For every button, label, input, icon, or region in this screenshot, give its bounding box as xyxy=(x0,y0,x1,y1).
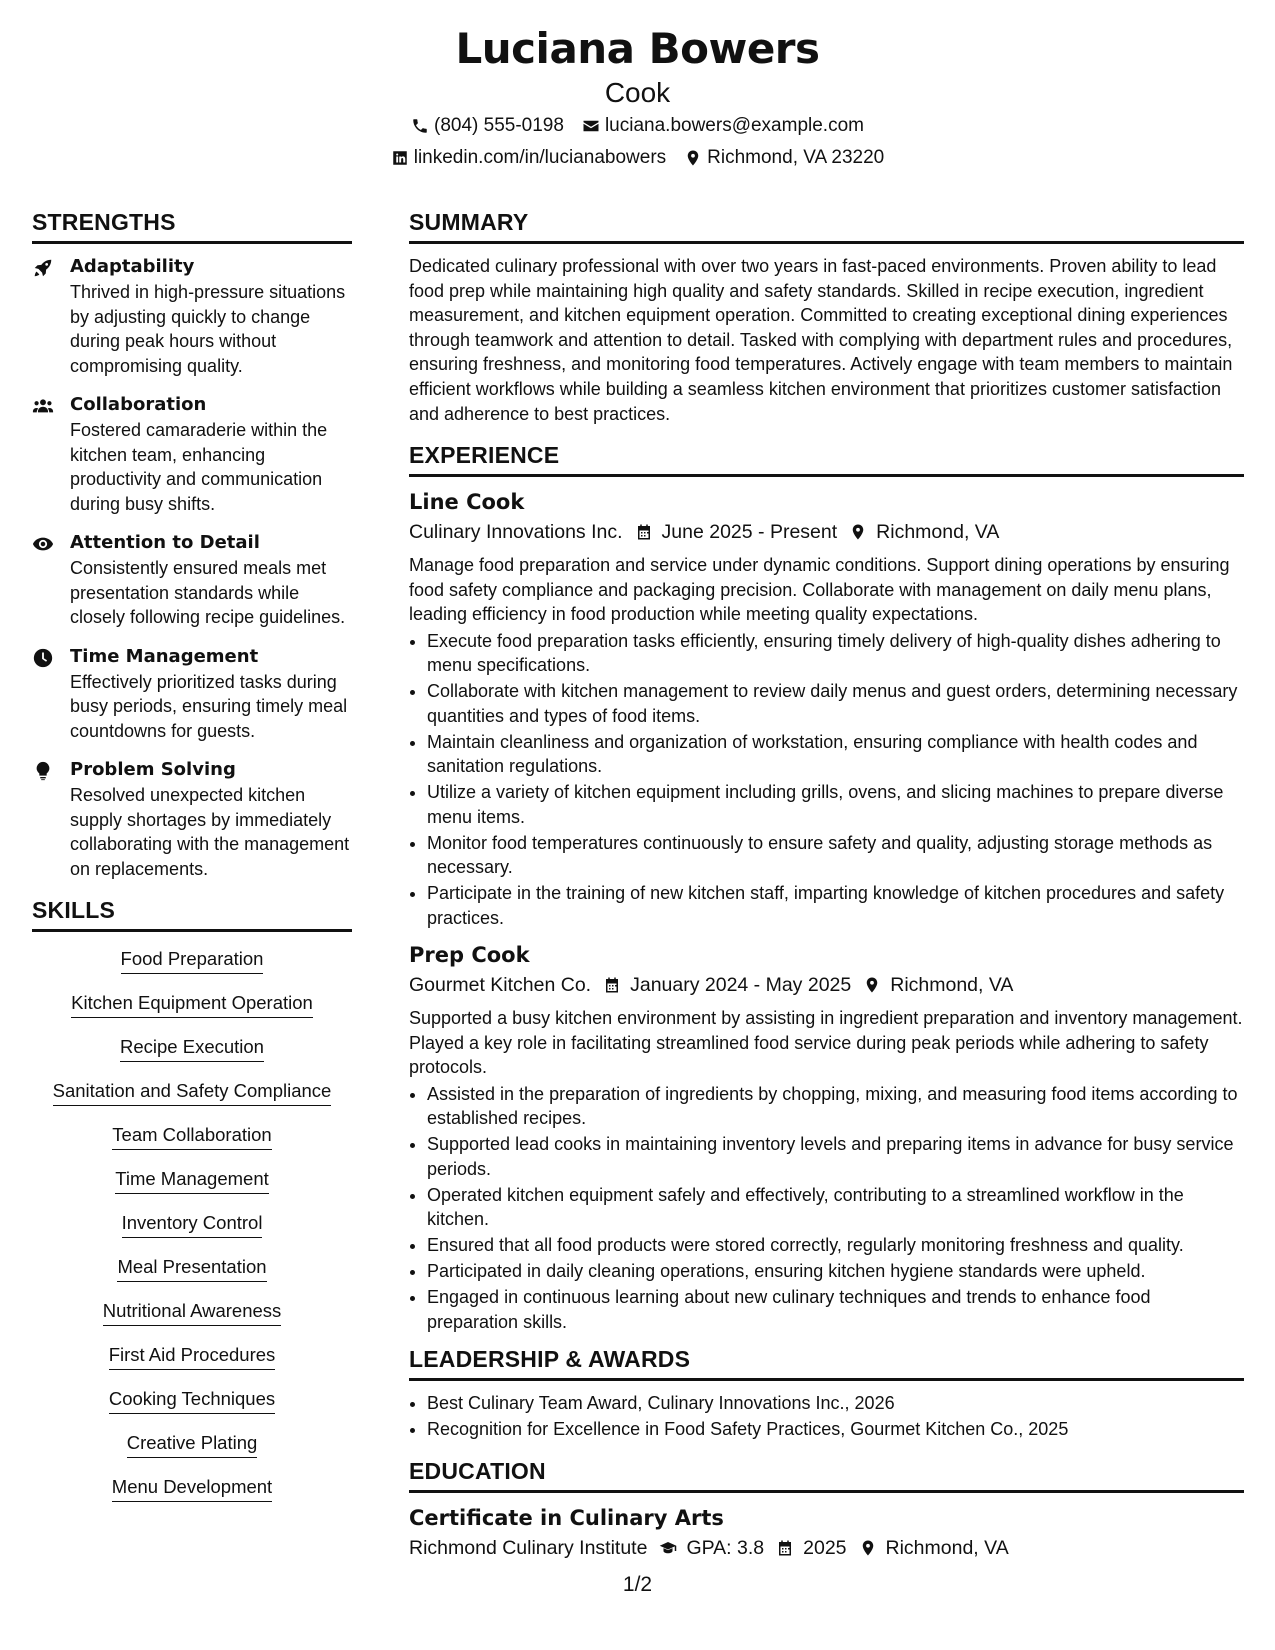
strength-desc: Fostered camaraderie within the kitchen team, enhancing productivity and communication during busy shifts. xyxy=(70,420,328,514)
strength-desc: Thrived in high-pressure situations by adjusting quickly to change during peak hours without compromising quality. xyxy=(70,282,346,376)
awards-section xyxy=(409,1344,1244,1442)
job-entry xyxy=(409,487,1244,930)
linkedin-text[interactable]: linkedin.com/in/lucianabowers xyxy=(413,147,667,168)
job-location-text: Richmond, VA xyxy=(876,521,1000,544)
clock-icon xyxy=(32,647,54,669)
skill-tag: Kitchen Equipment Operation xyxy=(71,990,313,1018)
bullet-item: • Participated in daily cleaning operations, ensuring kitchen hygiene standards were upheld. xyxy=(427,1259,1244,1284)
candidate-name: Luciana Bowers xyxy=(455,24,820,73)
job-location-text: Richmond, VA xyxy=(890,974,1014,997)
job-bullets xyxy=(409,629,1244,931)
candidate-role: Cook xyxy=(604,77,671,108)
envelope-icon xyxy=(582,117,600,135)
education-section xyxy=(409,1456,1244,1563)
bullet-item: • Utilize a variety of kitchen equipment including grills, ovens, and slicing machines to prepare diverse menu items. xyxy=(427,780,1244,829)
job-title: Line Cook xyxy=(409,490,525,515)
summary-heading: SUMMARY xyxy=(409,207,1244,244)
strength-desc: Consistently ensured meals met presentation standards while closely following recipe guidelines. xyxy=(70,558,346,627)
map-pin-icon xyxy=(863,976,881,994)
skill-tag: First Aid Procedures xyxy=(109,1342,276,1370)
bullet-item: • Supported lead cooks in maintaining inventory levels and preparing items in advance for busy service periods. xyxy=(427,1132,1244,1181)
company-name: Culinary Innovations Inc. xyxy=(409,521,623,544)
award-item: • Best Culinary Team Award, Culinary Innovations Inc., 2026 xyxy=(427,1391,1244,1416)
company-name: Gourmet Kitchen Co. xyxy=(409,974,592,997)
strength-desc: Effectively prioritized tasks during busy periods, ensuring timely meal countdowns for guests. xyxy=(70,671,348,741)
left-column xyxy=(32,207,352,1518)
bullet-item: • Collaborate with kitchen management to review daily menus and guest orders, determining necessary quantities and types of food items. xyxy=(427,679,1244,728)
email-text[interactable]: luciana.bowers@example.com xyxy=(604,115,864,136)
bullet-item: • Engaged in continuous learning about new culinary techniques and trends to enhance food preparation skills. xyxy=(427,1285,1244,1334)
graduation-cap-icon xyxy=(659,1539,677,1557)
skill-tag: Sanitation and Safety Compliance xyxy=(53,1078,332,1106)
strength-title: Adaptability xyxy=(70,256,195,277)
gpa-text: GPA: 3.8 xyxy=(686,1536,765,1559)
education-year-text: 2025 xyxy=(803,1536,847,1559)
calendar-icon xyxy=(603,976,621,994)
skill-tag: Time Management xyxy=(115,1166,269,1194)
education-meta xyxy=(409,1533,1244,1563)
calendar-icon xyxy=(635,523,653,541)
skill-tag: Cooking Techniques xyxy=(109,1386,275,1414)
strength-item xyxy=(32,757,352,881)
phone-item xyxy=(411,110,564,142)
summary-text: Dedicated culinary professional with over two years in fast-paced environments. Proven ability to lead food prep while maintaining high quality and safety standards. Skilled in recipe execution, ingredient measurement, and kitchen equipment operation. Committed to creating exceptional dining experiences through teamwork and attention to detail. Tasked with complying with department rules and procedures, ensuring freshness, and monitoring food temperatures. Actively engage with team members to maintain efficient workflows while building a seamless kitchen environment that prioritizes customer satisfaction and adherence to best practices. xyxy=(409,256,1233,424)
lightbulb-icon xyxy=(32,760,54,782)
job-entry xyxy=(409,940,1244,1334)
job-bullets xyxy=(409,1082,1244,1335)
bullet-item: • Operated kitchen equipment safely and effectively, contributing to a streamlined workflow in the kitchen. xyxy=(427,1183,1244,1232)
bullet-item: • Participate in the training of new kitchen staff, imparting knowledge of kitchen procedures and safety practices. xyxy=(427,881,1244,930)
strength-title: Collaboration xyxy=(70,394,207,415)
strength-item xyxy=(32,392,352,516)
education-location xyxy=(859,1533,1009,1563)
bullet-item: • Ensured that all food products were stored correctly, regularly monitoring freshness and quality. xyxy=(427,1233,1244,1258)
awards-heading: LEADERSHIP & AWARDS xyxy=(409,1344,1244,1381)
skills-heading: SKILLS xyxy=(32,895,352,932)
job-dates xyxy=(635,517,838,547)
skill-tag: Nutritional Awareness xyxy=(103,1298,282,1326)
email-item[interactable] xyxy=(582,110,864,142)
contact-line-2 xyxy=(0,142,1275,174)
degree-title: Certificate in Culinary Arts xyxy=(409,1505,724,1530)
job-dates-text: January 2024 - May 2025 xyxy=(630,974,852,997)
phone-icon xyxy=(411,117,429,135)
bullet-item: • Monitor food temperatures continuously to ensure safety and quality, adjusting storage methods as necessary. xyxy=(427,831,1244,880)
strength-item xyxy=(32,530,352,630)
page-number: 1/2 xyxy=(622,1573,653,1596)
job-description: Supported a busy kitchen environment by assisting in ingredient preparation and inventory management. Played a key role in facilitating streamlined food service during peak periods while adhering to safety protocols. xyxy=(409,1008,1243,1078)
job-location xyxy=(863,970,1013,1000)
eye-icon xyxy=(32,533,54,555)
strength-title: Problem Solving xyxy=(70,759,236,780)
job-location xyxy=(849,517,999,547)
education-year xyxy=(776,1533,846,1563)
strength-title: Time Management xyxy=(70,645,259,667)
job-description: Manage food preparation and service under dynamic conditions. Support dining operations by ensuring food safety compliance and packaging precision. Collaborate with management on daily menu plans, leading efficiency in food production while meeting quality expectations. xyxy=(409,555,1230,625)
map-pin-icon xyxy=(684,149,702,167)
gpa-item xyxy=(659,1533,764,1563)
linkedin-item[interactable] xyxy=(391,142,666,174)
award-item: • Recognition for Excellence in Food Safety Practices, Gourmet Kitchen Co., 2025 xyxy=(427,1417,1244,1442)
map-pin-icon xyxy=(859,1539,877,1557)
map-pin-icon xyxy=(849,523,867,541)
job-dates xyxy=(603,970,851,1000)
school-name: Richmond Culinary Institute xyxy=(409,1536,648,1559)
skill-tag: Food Preparation xyxy=(121,946,264,974)
skill-tag: Team Collaboration xyxy=(112,1122,271,1150)
awards-list xyxy=(409,1391,1244,1442)
strength-title: Attention to Detail xyxy=(70,532,260,553)
skills-list xyxy=(32,946,352,1518)
right-column xyxy=(409,207,1244,1569)
users-icon xyxy=(32,395,54,417)
strength-item xyxy=(32,644,352,744)
education-heading: EDUCATION xyxy=(409,1456,1244,1493)
calendar-icon xyxy=(776,1539,794,1557)
education-location-text: Richmond, VA xyxy=(885,1536,1009,1559)
job-meta xyxy=(409,970,1244,1000)
phone-text: (804) 555-0198 xyxy=(434,115,564,136)
bullet-item: • Assisted in the preparation of ingredients by chopping, mixing, and measuring food items according to established recipes. xyxy=(427,1082,1244,1131)
skill-tag: Recipe Execution xyxy=(120,1034,264,1062)
skill-tag: Menu Development xyxy=(112,1474,272,1502)
skill-tag: Meal Presentation xyxy=(117,1254,266,1282)
resume-header xyxy=(0,22,1275,174)
job-dates-text: June 2025 - Present xyxy=(661,521,838,544)
skill-tag: Creative Plating xyxy=(127,1430,258,1458)
job-title: Prep Cook xyxy=(409,943,530,968)
location-item xyxy=(684,142,884,174)
strength-desc: Resolved unexpected kitchen supply shortages by immediately collaborating with the management on replacements. xyxy=(70,785,350,879)
strengths-heading: STRENGTHS xyxy=(32,207,352,244)
bullet-item: • Maintain cleanliness and organization of workstation, ensuring compliance with health codes and sanitation regulations. xyxy=(427,730,1244,779)
bullet-item: • Execute food preparation tasks efficiently, ensuring timely delivery of high-quality dishes adhering to menu specifications. xyxy=(427,629,1244,678)
contact-line-1 xyxy=(0,110,1275,142)
strength-item xyxy=(32,254,352,378)
rocket-icon xyxy=(32,257,54,279)
job-meta xyxy=(409,517,1244,547)
experience-heading: EXPERIENCE xyxy=(409,440,1244,477)
skill-tag: Inventory Control xyxy=(122,1210,263,1238)
location-text: Richmond, VA 23220 xyxy=(707,147,885,168)
linkedin-icon xyxy=(391,149,409,167)
